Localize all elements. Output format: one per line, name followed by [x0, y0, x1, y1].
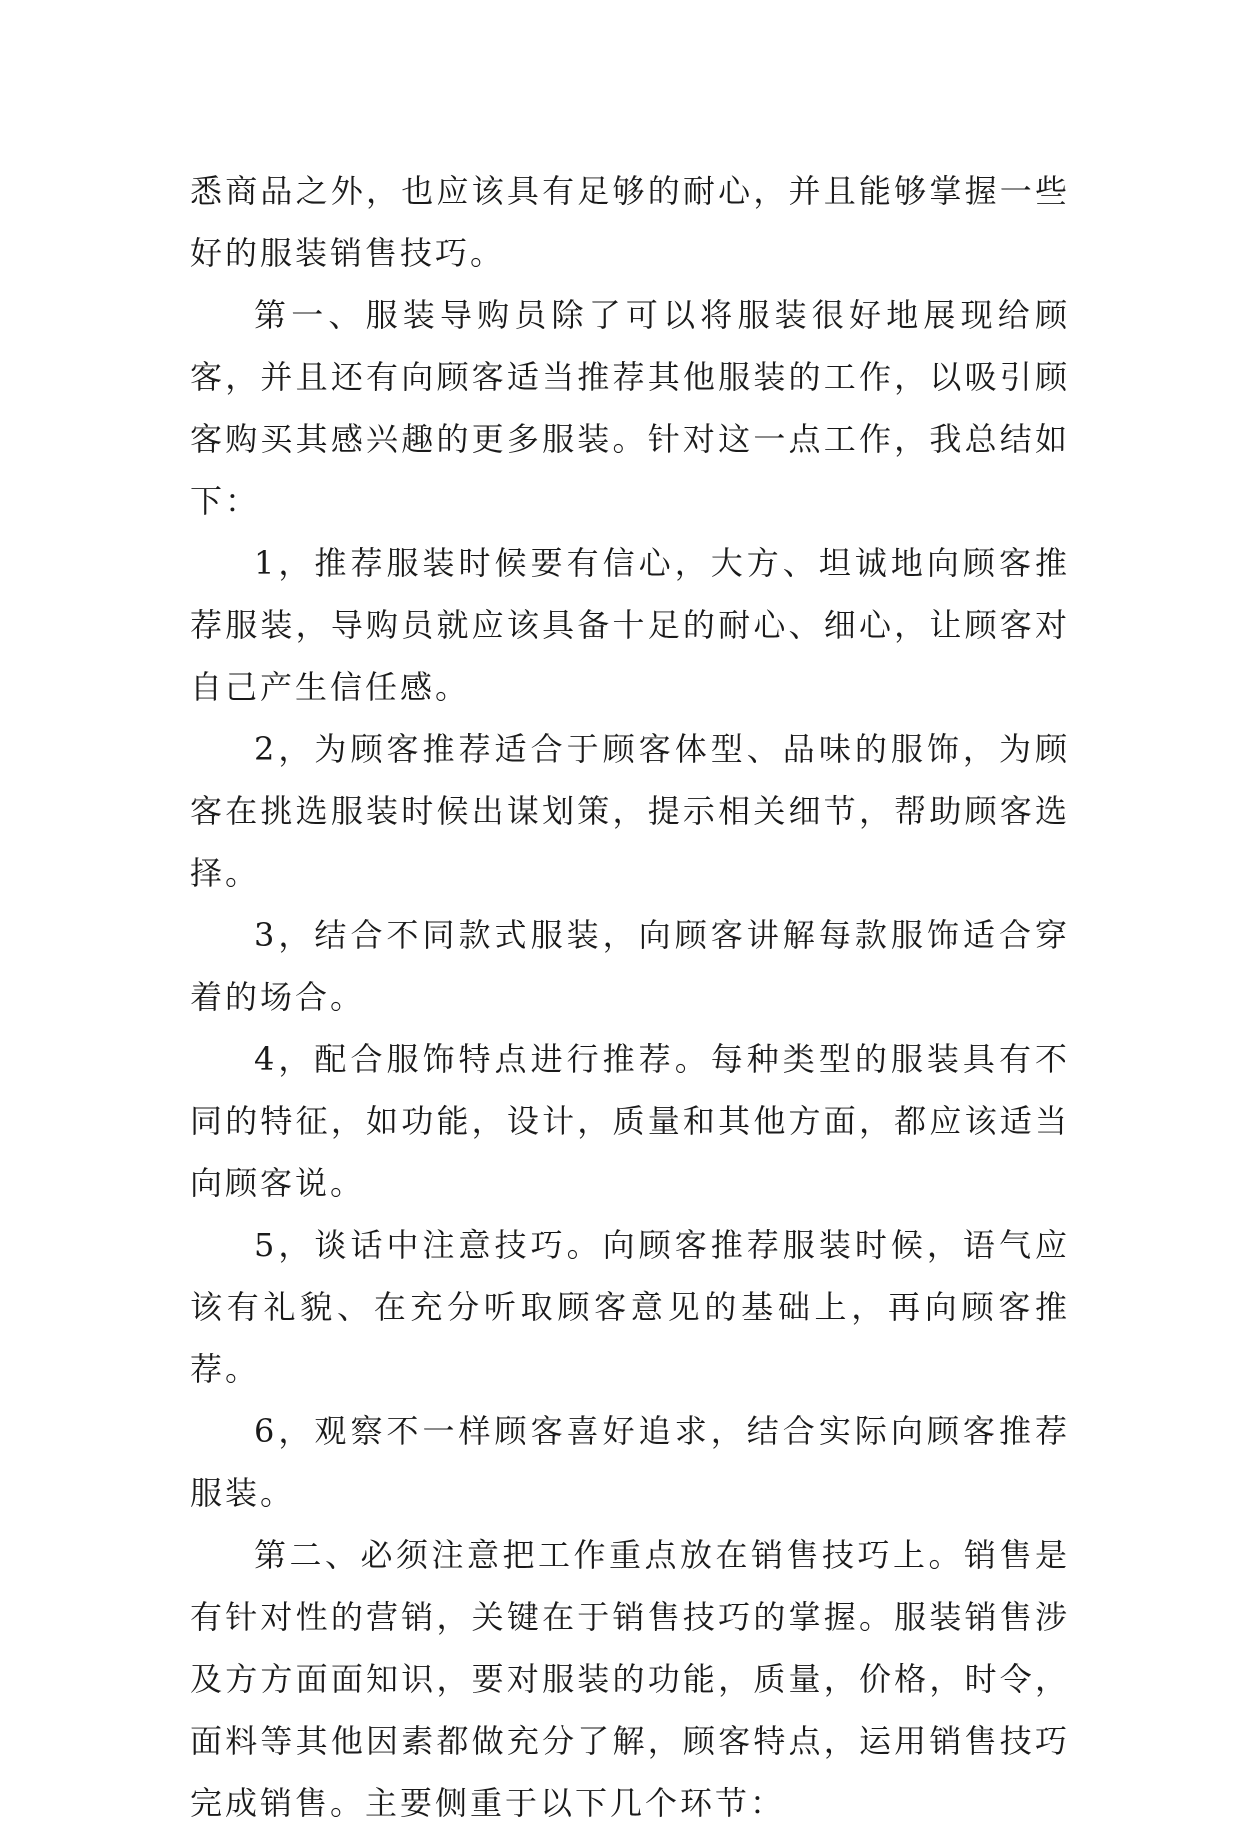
- document-body: [190, 160, 1070, 1834]
- paragraph-item-5: 5，谈话中注意技巧。向顾客推荐服装时候，语气应该有礼貌、在充分听取顾客意见的基础上，再向顾客推荐。: [190, 1226, 1070, 1388]
- paragraph-item-4: 4，配合服饰特点进行推荐。每种类型的服装具有不同的特征，如功能，设计，质量和其他方面，都应该适当向顾客说。: [190, 1040, 1070, 1202]
- paragraph-item-3: 3，结合不同款式服装，向顾客讲解每款服饰适合穿着的场合。: [190, 916, 1070, 1016]
- paragraph-section-two: 第二、必须注意把工作重点放在销售技巧上。销售是有针对性的营销，关键在于销售技巧的掌握。服装销售涉及方方面面知识，要对服装的功能，质量，价格，时令，面料等其他因素都做充分了解，顾客特点，运用销售技巧完成销售。主要侧重于以下几个环节：: [190, 1536, 1070, 1822]
- paragraph-section-one: 第一、服装导购员除了可以将服装很好地展现给顾客，并且还有向顾客适当推荐其他服装的工作，以吸引顾客购买其感兴趣的更多服装。针对这一点工作，我总结如下：: [190, 296, 1070, 520]
- paragraph-continuation: 悉商品之外，也应该具有足够的耐心，并且能够掌握一些好的服装销售技巧。: [190, 172, 1070, 272]
- paragraph-item-6: 6，观察不一样顾客喜好追求，结合实际向顾客推荐服装。: [190, 1412, 1070, 1512]
- paragraph-item-2: 2，为顾客推荐适合于顾客体型、品味的服饰，为顾客在挑选服装时候出谋划策，提示相关细节，帮助顾客选择。: [190, 730, 1070, 892]
- paragraph-item-1: 1，推荐服装时候要有信心，大方、坦诚地向顾客推荐服装，导购员就应该具备十足的耐心、细心，让顾客对自己产生信任感。: [190, 544, 1070, 706]
